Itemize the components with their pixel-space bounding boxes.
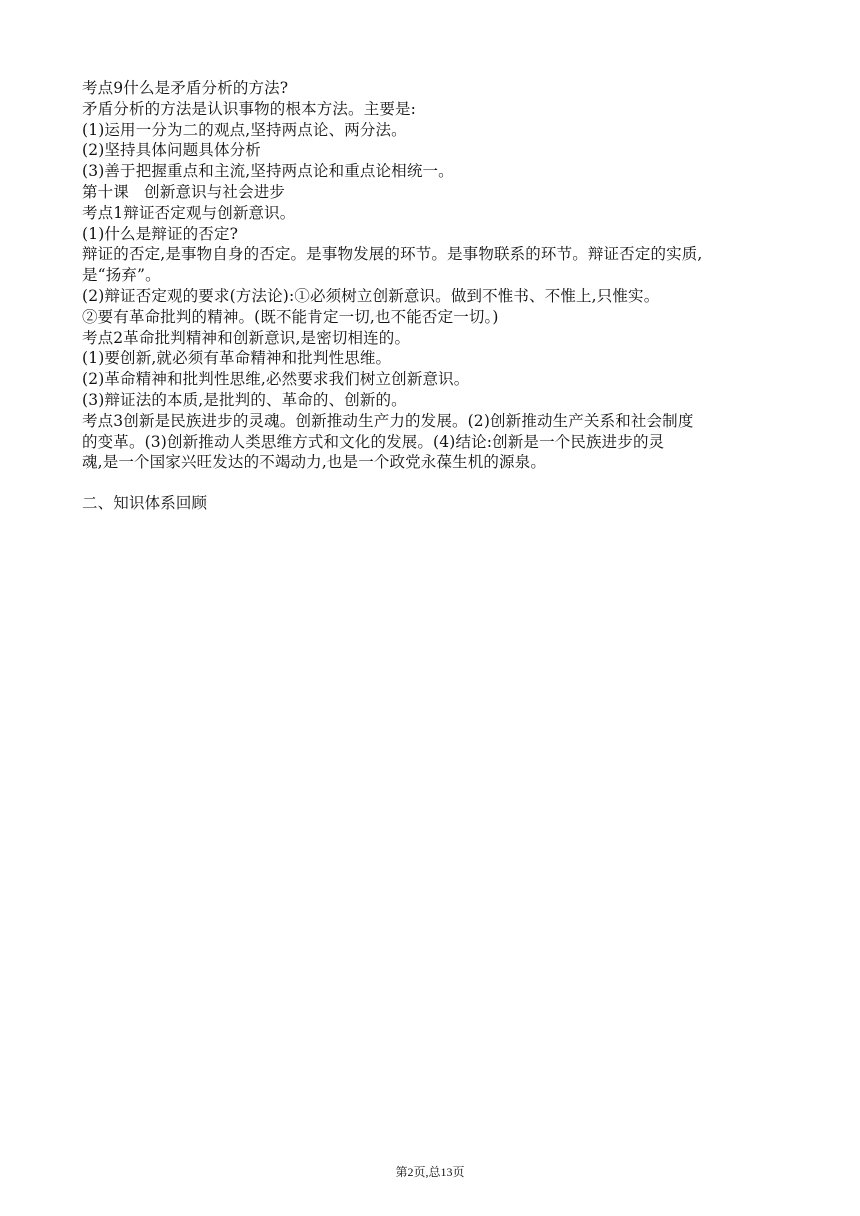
document-body xyxy=(82,78,782,514)
text-line: (3)辩证法的本质,是批判的、革命的、创新的。 xyxy=(82,390,407,409)
text-line: 考点1辩证否定观与创新意识。 xyxy=(82,203,296,222)
text-line: 矛盾分析的方法是认识事物的根本方法。主要是: xyxy=(82,99,417,118)
text-line: 考点2革命批判精神和创新意识,是密切相连的。 xyxy=(82,328,411,347)
text-line: 考点9什么是矛盾分析的方法? xyxy=(82,79,289,97)
text-line: (1)要创新,就必须有革命精神和批判性思维。 xyxy=(82,349,392,368)
text-line: (2)革命精神和批判性思维,必然要求我们树立创新意识。 xyxy=(82,370,470,389)
text-line: ②要有革命批判的精神。(既不能肯定一切,也不能否定一切。) xyxy=(82,307,499,326)
text-line: (1)什么是辩证的否定? xyxy=(82,224,239,243)
page-number-footer: 第2页,总13页 xyxy=(395,1165,465,1179)
text-line: 的变革。(3)创新推动人类思维方式和文化的发展。(4)结论:创新是一个民族进步的灵 xyxy=(82,432,665,451)
text-line: 考点3创新是民族进步的灵魂。创新推动生产力的发展。(2)创新推动生产关系和社会制度 xyxy=(82,411,694,430)
text-line: (3)善于把握重点和主流,坚持两点论和重点论相统一。 xyxy=(82,162,454,181)
lesson-heading: 第十课 创新意识与社会进步 xyxy=(82,182,286,201)
text-line: 辩证的否定,是事物自身的否定。是事物发展的环节。是事物联系的环节。辩证否定的实质, xyxy=(82,245,703,264)
text-line: 是“扬弃”。 xyxy=(82,266,161,285)
text-line: (2)辩证否定观的要求(方法论):①必须树立创新意识。做到不惟书、不惟上,只惟实。 xyxy=(82,286,660,305)
text-line: (2)坚持具体问题具体分析 xyxy=(82,141,261,160)
text-line: 魂,是一个国家兴旺发达的不竭动力,也是一个政党永葆生机的源泉。 xyxy=(82,453,547,472)
text-line: (1)运用一分为二的观点,坚持两点论、两分法。 xyxy=(82,120,407,139)
section-heading: 二、知识体系回顾 xyxy=(82,494,208,513)
